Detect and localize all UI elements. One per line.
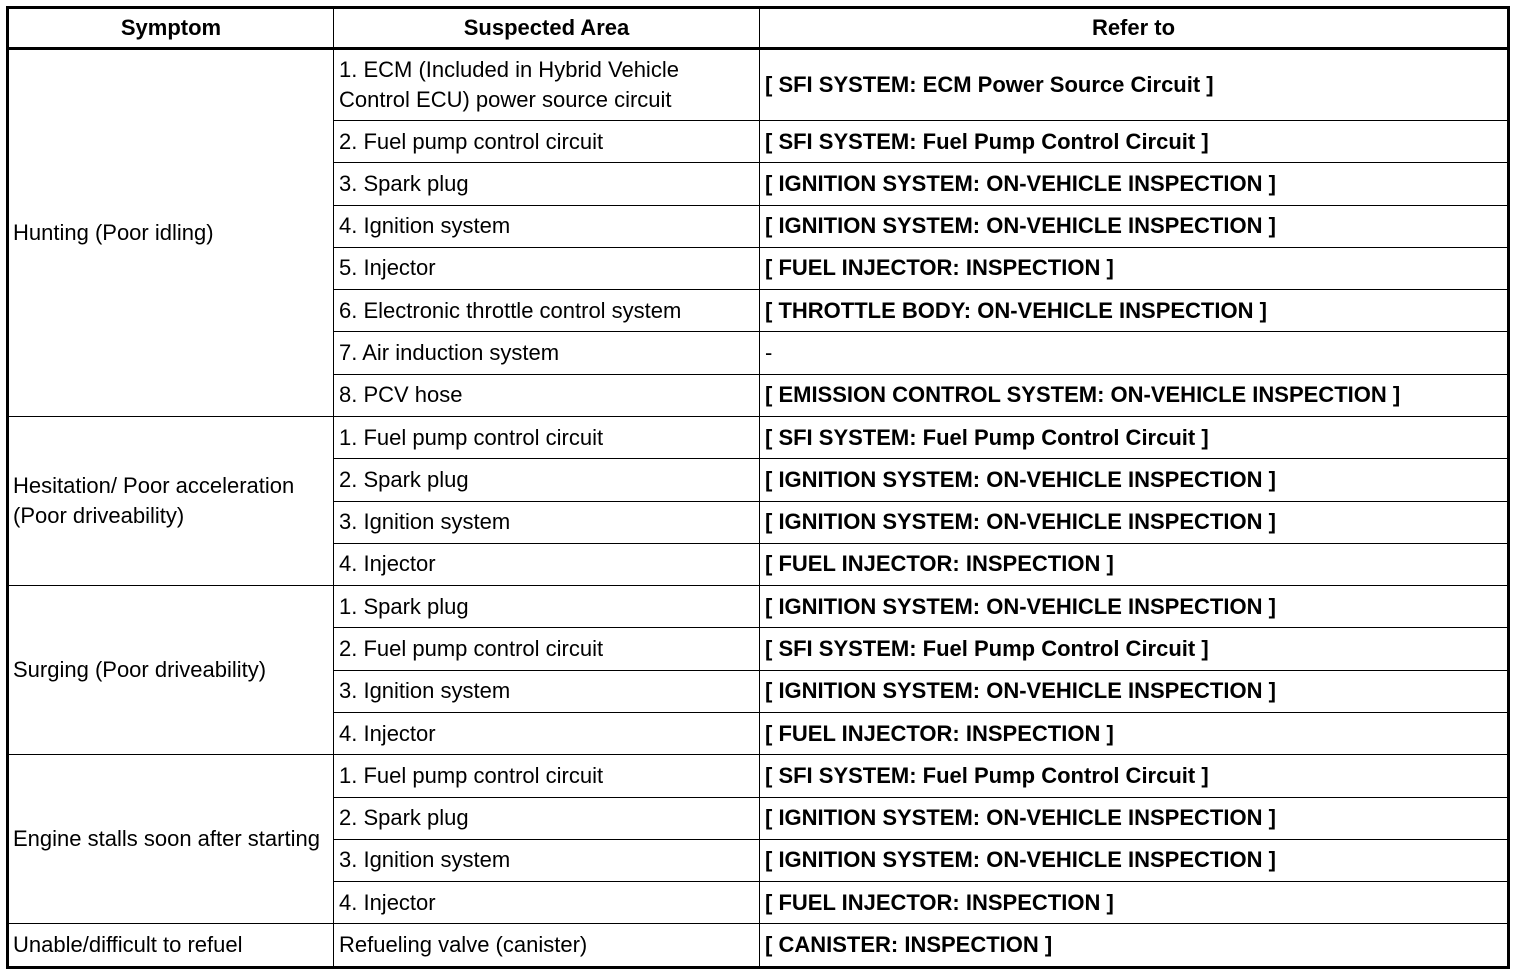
suspected-area-cell: 3. Ignition system [334,501,760,543]
header-suspected-area: Suspected Area [334,8,760,49]
table-row [8,755,1509,797]
suspected-area-cell: 4. Ignition system [334,205,760,247]
refer-to-cell: [ IGNITION SYSTEM: ON-VEHICLE INSPECTION ] [760,163,1509,205]
refer-to-cell: [ SFI SYSTEM: Fuel Pump Control Circuit ] [760,416,1509,458]
table-row [8,924,1509,968]
symptom-cell: Hunting (Poor idling) [8,49,334,417]
suspected-area-cell: 4. Injector [334,543,760,585]
troubleshooting-table [6,6,1510,969]
header-refer-to: Refer to [760,8,1509,49]
refer-to-cell: [ THROTTLE BODY: ON-VEHICLE INSPECTION ] [760,290,1509,332]
suspected-area-cell: 1. Fuel pump control circuit [334,755,760,797]
header-symptom: Symptom [8,8,334,49]
suspected-area-cell: 2. Fuel pump control circuit [334,121,760,163]
symptom-cell: Surging (Poor driveability) [8,586,334,755]
symptom-cell: Engine stalls soon after starting [8,755,334,924]
suspected-area-cell: 4. Injector [334,712,760,754]
symptom-cell: Hesitation/ Poor acceleration (Poor driveability) [8,416,334,585]
refer-to-cell: [ SFI SYSTEM: Fuel Pump Control Circuit ] [760,755,1509,797]
refer-to-cell: [ IGNITION SYSTEM: ON-VEHICLE INSPECTION ] [760,586,1509,628]
refer-to-cell: [ FUEL INJECTOR: INSPECTION ] [760,712,1509,754]
refer-to-cell: - [760,332,1509,374]
refer-to-cell: [ FUEL INJECTOR: INSPECTION ] [760,882,1509,924]
refer-to-cell: [ FUEL INJECTOR: INSPECTION ] [760,543,1509,585]
suspected-area-cell: 2. Fuel pump control circuit [334,628,760,670]
refer-to-cell: [ FUEL INJECTOR: INSPECTION ] [760,247,1509,289]
refer-to-cell: [ SFI SYSTEM: Fuel Pump Control Circuit ] [760,121,1509,163]
suspected-area-cell: 7. Air induction system [334,332,760,374]
table-row [8,586,1509,628]
refer-to-cell: [ EMISSION CONTROL SYSTEM: ON-VEHICLE INSPECTION ] [760,374,1509,416]
table-row [8,416,1509,458]
suspected-area-cell: 2. Spark plug [334,459,760,501]
refer-to-cell: [ IGNITION SYSTEM: ON-VEHICLE INSPECTION ] [760,670,1509,712]
suspected-area-cell: 2. Spark plug [334,797,760,839]
suspected-area-cell: 1. Fuel pump control circuit [334,416,760,458]
suspected-area-cell: 4. Injector [334,882,760,924]
suspected-area-cell: 6. Electronic throttle control system [334,290,760,332]
suspected-area-cell: 8. PCV hose [334,374,760,416]
suspected-area-cell: 3. Ignition system [334,839,760,881]
refer-to-cell: [ IGNITION SYSTEM: ON-VEHICLE INSPECTION ] [760,797,1509,839]
refer-to-cell: [ IGNITION SYSTEM: ON-VEHICLE INSPECTION ] [760,839,1509,881]
suspected-area-cell: 5. Injector [334,247,760,289]
suspected-area-cell: 3. Spark plug [334,163,760,205]
suspected-area-cell: 1. Spark plug [334,586,760,628]
suspected-area-cell: 3. Ignition system [334,670,760,712]
refer-to-cell: [ SFI SYSTEM: Fuel Pump Control Circuit ] [760,628,1509,670]
refer-to-cell: [ IGNITION SYSTEM: ON-VEHICLE INSPECTION ] [760,205,1509,247]
suspected-area-cell: Refueling valve (canister) [334,924,760,968]
troubleshooting-table-container [6,6,1507,969]
refer-to-cell: [ IGNITION SYSTEM: ON-VEHICLE INSPECTION ] [760,501,1509,543]
refer-to-cell: [ SFI SYSTEM: ECM Power Source Circuit ] [760,49,1509,121]
suspected-area-cell: 1. ECM (Included in Hybrid Vehicle Control ECU) power source circuit [334,49,760,121]
header-row [8,8,1509,49]
table-row [8,49,1509,121]
symptom-cell: Unable/difficult to refuel [8,924,334,968]
refer-to-cell: [ IGNITION SYSTEM: ON-VEHICLE INSPECTION ] [760,459,1509,501]
refer-to-cell: [ CANISTER: INSPECTION ] [760,924,1509,968]
